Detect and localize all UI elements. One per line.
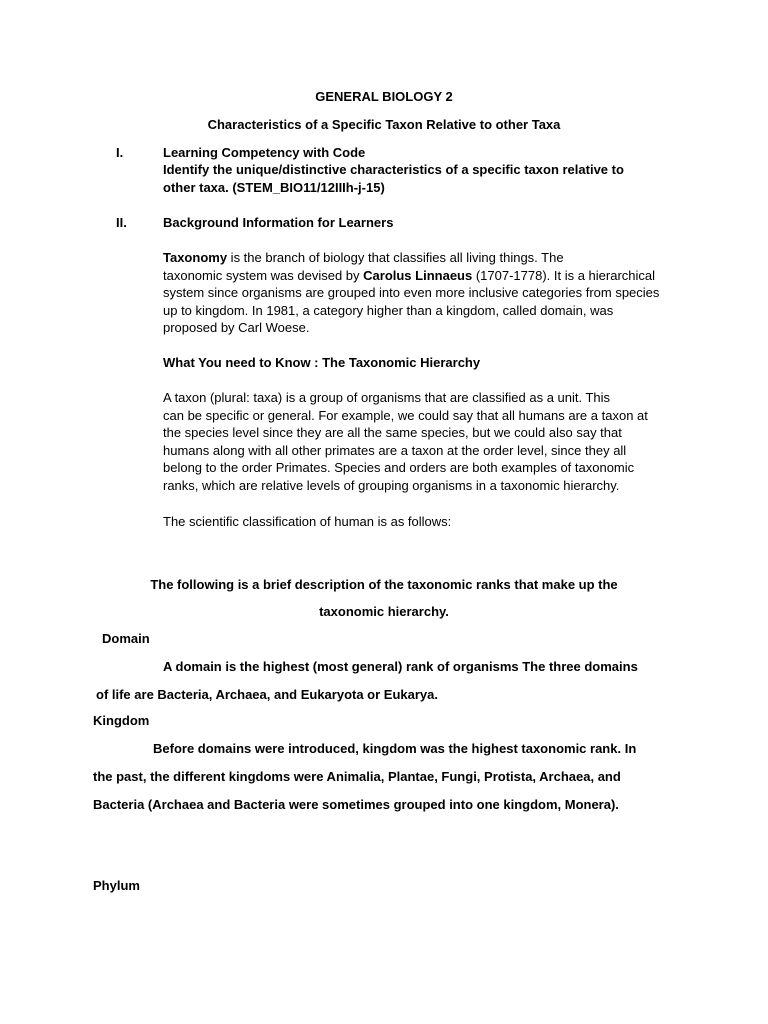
- section-2-number: II.: [116, 215, 127, 230]
- taxonomy-line-3: system since organisms are grouped into even more inclusive categories from species: [163, 285, 660, 300]
- taxonomy-line-2-pre: taxonomic system was devised by: [163, 267, 364, 283]
- classification-intro: The scientific classification of human is as follows:: [163, 514, 452, 529]
- taxonomy-paragraph: [163, 249, 663, 337]
- competency-line-1: Identify the unique/distinctive characteristics of a specific taxon relative to: [163, 162, 624, 177]
- ranks-intro-line-2: taxonomic hierarchy.: [319, 604, 449, 619]
- taxonomy-line-4: up to kingdom. In 1981, a category higher than a kingdom, called domain, was: [163, 302, 614, 318]
- ranks-intro-line-1: The following is a brief description of the taxonomic ranks that make up the: [150, 577, 618, 592]
- taxonomy-line-2-post: (1707-1778). It is a hierarchical: [472, 267, 656, 283]
- domain-line-1: A domain is the highest (most general) rank of organisms The three domains: [163, 659, 638, 674]
- taxonomy-line-2: [163, 267, 663, 285]
- taxonomy-line-5: proposed by Carl Woese.: [163, 320, 310, 335]
- taxon-paragraph: [163, 389, 663, 494]
- section-1-number: I.: [116, 145, 124, 160]
- taxon-line: ranks, which are relative levels of grouping organisms in a taxonomic hierarchy.: [163, 477, 620, 493]
- document-title: GENERAL BIOLOGY 2: [315, 89, 453, 104]
- kingdom-line-1: Before domains were introduced, kingdom was the highest taxonomic rank. In: [153, 741, 637, 756]
- taxon-line: A taxon (plural: taxa) is a group of organisms that are classified as a unit. This: [163, 390, 611, 405]
- taxon-line: humans along with all other primates are a taxon at the order level, since they all: [163, 442, 627, 458]
- kingdom-line-3: Bacteria (Archaea and Bacteria were sometimes grouped into one kingdom, Monera).: [93, 797, 619, 812]
- kingdom-heading: Kingdom: [93, 713, 150, 728]
- taxonomy-line-1-text: is the branch of biology that classifies all living things. The: [227, 250, 564, 265]
- section-1-heading: Learning Competency with Code: [163, 145, 366, 160]
- taxon-line: can be specific or general. For example, we could say that all humans are a taxon at: [163, 407, 648, 423]
- taxonomy-line-1: [163, 249, 663, 267]
- need-to-know-heading: What You need to Know : The Taxonomic Hierarchy: [163, 355, 481, 370]
- kingdom-line-2: the past, the different kingdoms were Animalia, Plantae, Fungi, Protista, Archaea, and: [93, 769, 621, 784]
- document-subtitle: Characteristics of a Specific Taxon Relative to other Taxa: [207, 117, 561, 132]
- linnaeus-name: Carolus Linnaeus: [363, 267, 473, 283]
- section-2-heading: Background Information for Learners: [163, 215, 394, 230]
- competency-line-2: other taxa. (STEM_BIO11/12IIIh-j-15): [163, 180, 385, 195]
- taxon-line: the species level since they are all the same species, but we could also say that: [163, 425, 622, 440]
- domain-heading: Domain: [102, 631, 150, 646]
- taxon-line: belong to the order Primates. Species and orders are both examples of taxonomic: [163, 460, 635, 475]
- domain-line-2: of life are Bacteria, Archaea, and Eukaryota or Eukarya.: [96, 687, 438, 702]
- taxonomy-term: Taxonomy: [163, 250, 228, 265]
- phylum-heading: Phylum: [93, 878, 140, 893]
